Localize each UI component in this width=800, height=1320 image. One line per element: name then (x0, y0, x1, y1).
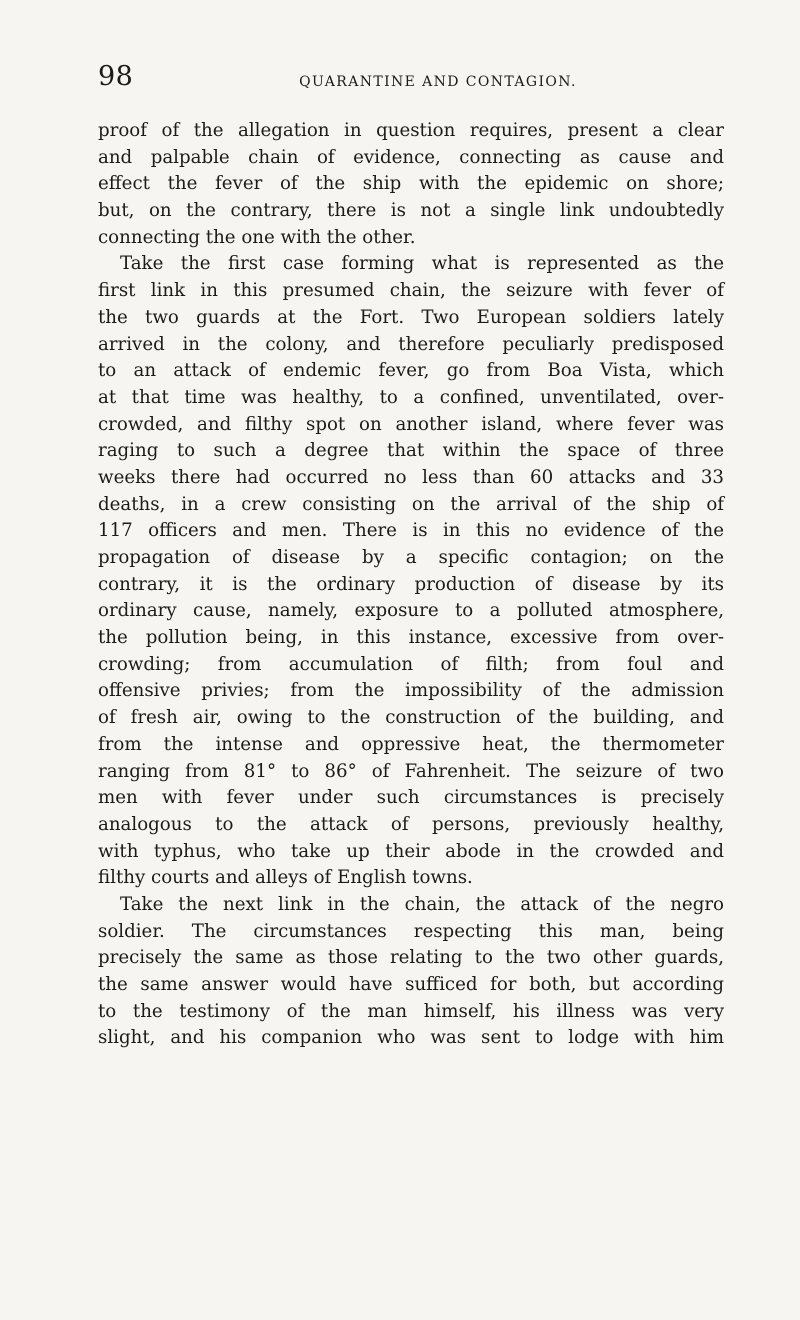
text-line: crowded, and filthy spot on another island, where fever was (98, 413, 724, 435)
text-line: at that time was healthy, to a confined, unventilated, over- (98, 386, 724, 408)
text-line: raging to such a degree that within the space of three (98, 440, 724, 462)
text-line: with typhus, who take up their abode in the crowded and (98, 840, 724, 862)
text-line: Take the first case forming what is represented as the (120, 253, 724, 275)
text-line: precisely the same as those relating to the two other guards, (98, 947, 724, 969)
text-line: weeks there had occurred no less than 60 attacks and 33 (98, 466, 724, 488)
text-line: ranging from 81° to 86° of Fahrenheit. The seizure of two (98, 760, 724, 782)
text-line: proof of the allegation in question requires, present a clear (98, 120, 724, 141)
text-line: effect the fever of the ship with the epidemic on shore; (98, 173, 724, 195)
page-number: 98 (98, 61, 134, 92)
text-line: propagation of disease by a specific contagion; on the (98, 547, 724, 568)
text-line: soldier. The circumstances respecting this man, being (98, 920, 724, 942)
text-line: Take the next link in the chain, the attack of the negro (120, 893, 724, 915)
text-line: the two guards at the Fort. Two European soldiers lately (98, 306, 724, 328)
body-text (98, 118, 724, 1052)
running-title: QUARANTINE AND CONTAGION. (299, 74, 577, 90)
text-line: of fresh air, owing to the construction of the building, and (98, 707, 724, 729)
text-line: and palpable chain of evidence, connecting as cause and (98, 146, 724, 168)
page-header (0, 0, 800, 100)
text-line: to the testimony of the man himself, his illness was very (98, 1000, 724, 1022)
text-line: men with fever under such circumstances is precisely (98, 787, 724, 809)
text-line: the pollution being, in this instance, excessive from over- (98, 627, 724, 649)
text-line: from the intense and oppressive heat, the thermometer (98, 733, 724, 755)
text-line: but, on the contrary, there is not a single link undoubtedly (98, 200, 724, 222)
text-line: the same answer would have sufficed for both, but according (98, 974, 724, 995)
text-line: first link in this presumed chain, the seizure with fever of (98, 280, 724, 302)
text-line: filthy courts and alleys of English towns. (98, 867, 473, 889)
text-line: ordinary cause, namely, exposure to a polluted atmosphere, (98, 600, 724, 622)
text-line: arrived in the colony, and therefore peculiarly predisposed (98, 333, 724, 355)
text-line: 117 officers and men. There is in this no evidence of the (98, 520, 724, 542)
text-line: crowding; from accumulation of filth; from foul and (98, 653, 724, 675)
text-line: analogous to the attack of persons, previously healthy, (98, 813, 724, 835)
text-line: connecting the one with the other. (98, 226, 416, 248)
text-line: slight, and his companion who was sent to lodge with him (98, 1027, 724, 1049)
text-line: deaths, in a crew consisting on the arrival of the ship of (98, 493, 724, 515)
text-line: offensive privies; from the impossibility of the admission (98, 680, 724, 702)
text-line: contrary, it is the ordinary production of disease by its (98, 573, 724, 595)
text-line: to an attack of endemic fever, go from Boa Vista, which (98, 360, 724, 382)
